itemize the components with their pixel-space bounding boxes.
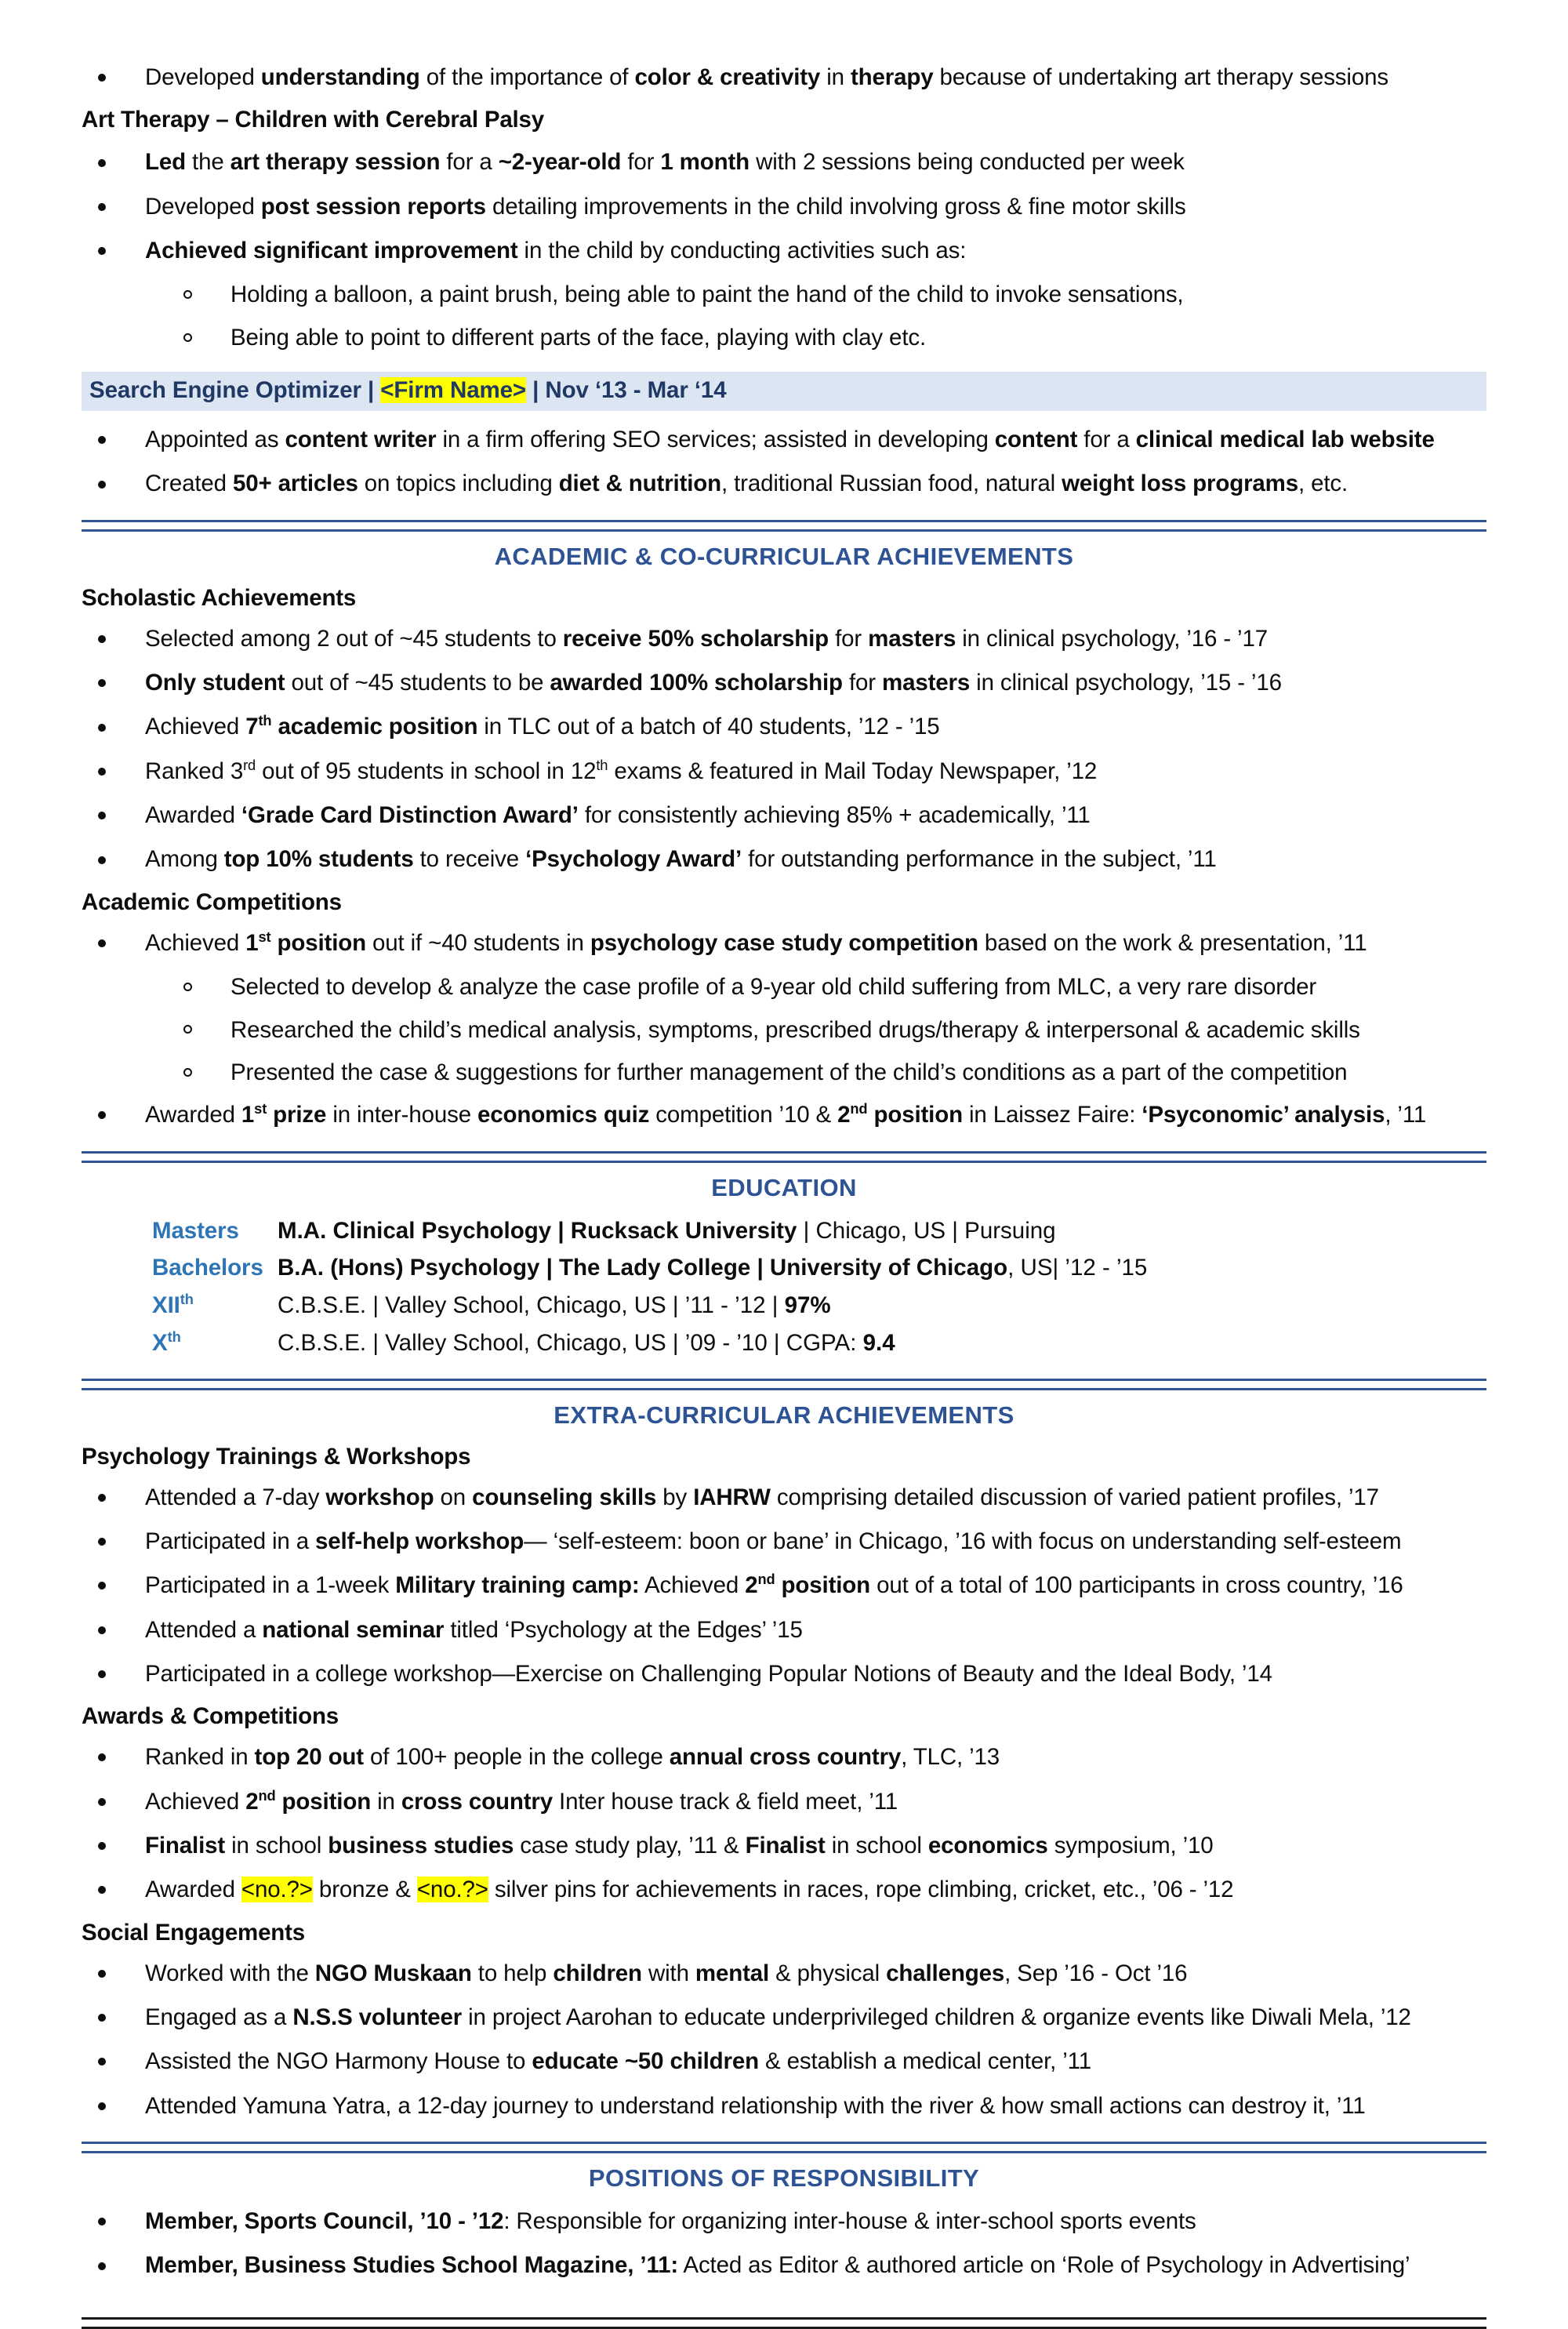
- text-emphasis: [245, 1786, 372, 1815]
- job-title: Search Engine Optimizer: [89, 377, 361, 404]
- sub-list-item: [82, 1058, 1486, 1088]
- list-item: [82, 1527, 1486, 1557]
- education-details: [278, 1253, 1486, 1283]
- list-item: [82, 192, 1486, 222]
- bullet-circle-icon: [183, 290, 192, 299]
- text-fragment: detailing improvements in the child involving gross & fine motor skills: [485, 193, 1186, 220]
- text-emphasis: challenges: [886, 1960, 1005, 1986]
- education-row-x: [82, 1328, 1486, 1358]
- education-details: [278, 1291, 1486, 1321]
- bullet-circle-icon: [183, 333, 192, 342]
- section-divider: [82, 520, 1486, 532]
- text-fragment: , US| ’12 - ’15: [1007, 1255, 1148, 1281]
- text-emphasis: economics quiz: [477, 1102, 650, 1128]
- highlighted-placeholder: <no.?>: [416, 1877, 488, 1903]
- bullet-dot-icon: [98, 2058, 106, 2066]
- text-fragment: with: [641, 1960, 695, 1986]
- text-fragment: position: [775, 1572, 871, 1599]
- section-extra-curricular: [82, 1379, 1486, 1430]
- text-emphasis: masters: [868, 625, 956, 652]
- text-fragment: Achieved: [145, 714, 246, 740]
- text-fragment: silver pins for achievements in races, rope climbing, cricket, etc., ’06 - ’12: [488, 1877, 1234, 1903]
- bullet-dot-icon: [98, 159, 106, 167]
- ordinal-number: 7: [245, 714, 259, 740]
- sub-list-item: [82, 972, 1486, 1002]
- text-fragment: Among: [145, 846, 224, 873]
- text-fragment: , TLC, ’13: [901, 1744, 1000, 1771]
- bullet-dot-icon: [98, 2102, 106, 2110]
- text-emphasis: children: [553, 1960, 642, 1986]
- bullet-dot-icon: [98, 2014, 106, 2022]
- text-fragment: in school: [225, 1832, 328, 1858]
- bullet-dot-icon: [98, 812, 106, 819]
- text-emphasis: mental: [695, 1960, 770, 1986]
- separator: |: [361, 377, 381, 404]
- text-emphasis: self-help workshop: [315, 1528, 524, 1554]
- text-fragment: case study play, ’11 &: [514, 1832, 746, 1858]
- sub-list-item: [82, 280, 1486, 310]
- text-fragment: symposium, ’10: [1047, 1832, 1214, 1858]
- text-emphasis: understanding: [260, 64, 420, 90]
- text-fragment: | Chicago, US | Pursuing: [797, 1217, 1056, 1244]
- text-emphasis: 97%: [784, 1292, 831, 1319]
- text-emphasis: Military training camp:: [395, 1572, 640, 1599]
- bullet-dot-icon: [98, 1111, 106, 1119]
- text-fragment: Participated in a college workshop—Exercise on Challenging Popular Notions of Beauty and the Ideal Body, ’14: [145, 1660, 1272, 1687]
- bullet-dot-icon: [98, 1798, 106, 1806]
- highlighted-placeholder: <no.?>: [241, 1877, 313, 1903]
- list-item: [82, 63, 1486, 93]
- list-item: [82, 1571, 1486, 1601]
- list-item: [82, 1659, 1486, 1689]
- job-header-seo: [82, 372, 1486, 411]
- section-divider: [82, 2142, 1486, 2153]
- text-emphasis: workshop: [325, 1484, 434, 1510]
- ordinal-suffix: st: [258, 928, 271, 945]
- text-fragment: Attended Yamuna Yatra, a 12-day journey to understand relationship with the river & how small actions can destroy it, ’11: [145, 2092, 1366, 2119]
- text-fragment: Ranked in: [145, 1744, 255, 1771]
- bullet-dot-icon: [98, 1886, 106, 1894]
- subsection-heading-competitions: Academic Competitions: [82, 888, 342, 915]
- art-therapy-block: [82, 63, 1486, 353]
- section-divider: [82, 1151, 1486, 1163]
- section-title-extra-curricular: EXTRA-CURRICULAR ACHIEVEMENTS: [554, 1401, 1014, 1429]
- ordinal-number: 1: [245, 929, 259, 956]
- text-fragment: on topics including: [358, 471, 559, 497]
- text-emphasis: Only student: [145, 670, 285, 696]
- text-emphasis: [745, 1572, 870, 1598]
- text-fragment: Developed: [145, 193, 261, 220]
- text-fragment: for outstanding performance in the subject, ’11: [742, 846, 1217, 873]
- text-emphasis: 9.4: [862, 1329, 895, 1356]
- text-fragment: , Sep ’16 - Oct ’16: [1004, 1960, 1188, 1986]
- text-emphasis: content: [994, 427, 1078, 453]
- ordinal-suffix: th: [258, 712, 272, 729]
- ordinal-suffix: nd: [258, 1786, 276, 1804]
- text-fragment: position: [275, 1788, 372, 1815]
- section-title-positions: POSITIONS OF RESPONSIBILITY: [588, 2164, 980, 2192]
- ordinal-suffix: th: [167, 1328, 181, 1345]
- text-fragment: of the importance of: [419, 64, 635, 90]
- text-fragment: of 100+ people in the college: [363, 1744, 670, 1771]
- bullet-dot-icon: [98, 1582, 106, 1590]
- text-emphasis: [241, 1102, 326, 1128]
- text-emphasis: Led: [145, 149, 186, 176]
- list-item: [82, 1615, 1486, 1645]
- ordinal-number: 2: [837, 1102, 851, 1128]
- text-emphasis: [245, 930, 366, 956]
- text-emphasis: top 20 out: [254, 1744, 364, 1771]
- bullet-circle-icon: [183, 1068, 192, 1077]
- text-emphasis: masters: [882, 670, 971, 696]
- text-emphasis: N.S.S volunteer: [292, 2004, 463, 2030]
- list-item: [82, 2047, 1486, 2076]
- text-emphasis: M.A. Clinical Psychology | Rucksack University: [278, 1217, 797, 1244]
- job-dates: Nov ‘13 - Mar ‘14: [545, 377, 727, 404]
- text-fragment: Achieved: [145, 929, 246, 956]
- text-emphasis: IAHRW: [693, 1484, 771, 1510]
- text-fragment: out of a total of 100 participants in cross country, ’16: [870, 1572, 1403, 1599]
- text-fragment: Worked with the: [145, 1960, 315, 1986]
- ordinal-suffix: th: [596, 756, 608, 773]
- list-item: [82, 2251, 1486, 2280]
- text-fragment: Presented the case & suggestions for further management of the child’s conditions as a part of the competition: [230, 1059, 1348, 1085]
- text-emphasis: clinical medical lab website: [1135, 427, 1435, 453]
- text-emphasis: Finalist: [145, 1832, 226, 1858]
- text-fragment: to receive: [413, 846, 526, 873]
- subsection-heading-scholastic: Scholastic Achievements: [82, 584, 357, 611]
- text-emphasis: 50+ articles: [232, 471, 358, 497]
- list-item-highlighted: [82, 1875, 1486, 1905]
- level-text: X: [152, 1329, 168, 1356]
- text-fragment: in Laissez Faire:: [962, 1102, 1142, 1128]
- text-fragment: in inter-house: [326, 1102, 478, 1128]
- list-item: [82, 236, 1486, 266]
- text-fragment: out of 95 students in school in 12: [256, 758, 597, 784]
- subsection-heading-art-therapy: Art Therapy – Children with Cerebral Palsy: [82, 107, 544, 133]
- text-fragment: in: [371, 1788, 401, 1815]
- ordinal-suffix: th: [180, 1291, 194, 1308]
- text-emphasis: weight loss programs: [1062, 471, 1299, 497]
- education-details: [278, 1216, 1486, 1246]
- text-fragment: — ‘self-esteem: boon or bane’ in Chicago, ’16 with focus on understanding self-esteem: [524, 1528, 1402, 1554]
- section-title-academic: ACADEMIC & CO-CURRICULAR ACHIEVEMENTS: [494, 542, 1074, 570]
- text-fragment: bronze &: [312, 1877, 417, 1903]
- text-fragment: because of undertaking art therapy sessions: [933, 64, 1388, 90]
- text-fragment: Acted as Editor & authored article on ‘Role of Psychology in Advertising’: [678, 2252, 1410, 2279]
- ordinal-number: 2: [245, 1788, 259, 1815]
- text-emphasis: 1 month: [660, 149, 750, 176]
- ordinal-suffix: nd: [757, 1571, 775, 1588]
- bullet-dot-icon: [98, 247, 106, 255]
- bullet-dot-icon: [98, 74, 106, 82]
- text-fragment: for consistently achieving 85% + academically, ’11: [578, 802, 1091, 829]
- text-fragment: in the child by conducting activities such as:: [517, 238, 967, 264]
- list-item: [82, 1742, 1486, 1772]
- section-positions: [82, 2142, 1486, 2193]
- text-fragment: for a: [440, 149, 499, 176]
- text-fragment: Achieved: [639, 1572, 746, 1599]
- text-emphasis: educate ~50 children: [532, 2048, 759, 2075]
- text-fragment: Attended a 7-day: [145, 1484, 326, 1510]
- text-fragment: , ’11: [1385, 1102, 1427, 1128]
- text-emphasis: ‘Psyconomic’ analysis: [1142, 1102, 1385, 1128]
- text-fragment: in clinical psychology, ’16 - ’17: [956, 625, 1268, 652]
- text-fragment: Awarded: [145, 802, 241, 829]
- bullet-dot-icon: [98, 436, 106, 444]
- ordinal-number: 2: [745, 1572, 758, 1599]
- text-fragment: titled ‘Psychology at the Edges’ ’15: [444, 1616, 803, 1643]
- bullet-dot-icon: [98, 1626, 106, 1634]
- section-divider: [82, 1379, 1486, 1390]
- education-details: [278, 1328, 1486, 1358]
- text-fragment: out of ~45 students to be: [285, 670, 550, 696]
- firm-name-placeholder: <Firm Name>: [380, 377, 527, 404]
- list-item: [82, 2091, 1486, 2121]
- subsection-heading-awards: Awards & Competitions: [82, 1703, 339, 1730]
- text-emphasis: Achieved significant improvement: [145, 238, 518, 264]
- list-item: [82, 147, 1486, 177]
- list-item: [82, 1483, 1486, 1513]
- text-emphasis: post session reports: [260, 193, 486, 220]
- text-emphasis: therapy: [850, 64, 934, 90]
- text-fragment: in TLC out of a batch of 40 students, ’12 - ’15: [477, 714, 940, 740]
- text-emphasis: [837, 1102, 963, 1128]
- text-emphasis: awarded 100% scholarship: [550, 670, 843, 696]
- bullet-dot-icon: [98, 1538, 106, 1546]
- text-fragment: in project Aarohan to educate underprivileged children & organize events like Diwali Mela, ’12: [462, 2004, 1411, 2030]
- bullet-dot-icon: [98, 1670, 106, 1678]
- list-item: [82, 2003, 1486, 2033]
- text-fragment: by: [656, 1484, 694, 1510]
- text-emphasis: Member, Business Studies School Magazine, ’11:: [145, 2252, 678, 2279]
- list-item: [82, 1100, 1486, 1130]
- text-fragment: on: [434, 1484, 473, 1510]
- text-emphasis: diet & nutrition: [558, 471, 722, 497]
- bullet-circle-icon: [183, 983, 192, 991]
- text-fragment: Assisted the NGO Harmony House to: [145, 2048, 532, 2075]
- text-fragment: Created: [145, 471, 233, 497]
- bullet-dot-icon: [98, 768, 106, 776]
- list-item: [82, 801, 1486, 830]
- subsection-heading-social: Social Engagements: [82, 1919, 305, 1946]
- text-fragment: out if ~40 students in: [366, 929, 590, 956]
- text-fragment: , etc.: [1298, 471, 1348, 497]
- sub-list-item: [82, 1016, 1486, 1045]
- education-level-label: [152, 1328, 278, 1358]
- text-emphasis: Finalist: [745, 1832, 826, 1858]
- list-item: [82, 1831, 1486, 1861]
- text-fragment: Engaged as a: [145, 2004, 293, 2030]
- text-emphasis: national seminar: [262, 1616, 445, 1643]
- text-fragment: in clinical psychology, ’15 - ’16: [970, 670, 1282, 696]
- text-fragment: for a: [1077, 427, 1136, 453]
- education-row-bachelors: [82, 1253, 1486, 1283]
- text-fragment: Being able to point to different parts of the face, playing with clay etc.: [230, 324, 927, 351]
- page-bottom-rule: [82, 2317, 1486, 2329]
- text-emphasis: [245, 714, 477, 739]
- text-emphasis: ~2-year-old: [498, 149, 622, 176]
- text-emphasis: NGO Muskaan: [314, 1960, 472, 1986]
- bullet-dot-icon: [98, 1753, 106, 1761]
- text-emphasis: cross country: [401, 1788, 553, 1815]
- bullet-dot-icon: [98, 481, 106, 489]
- text-fragment: the: [186, 149, 230, 176]
- text-emphasis: receive 50% scholarship: [562, 625, 829, 652]
- text-fragment: Awarded: [145, 1102, 241, 1128]
- list-item: [82, 425, 1486, 455]
- section-title-education: EDUCATION: [711, 1173, 857, 1201]
- text-fragment: position: [867, 1102, 963, 1128]
- education-row-masters: [82, 1216, 1486, 1246]
- bullet-dot-icon: [98, 2262, 106, 2270]
- text-fragment: Developed: [145, 64, 261, 90]
- list-item: [82, 2207, 1486, 2236]
- text-fragment: Achieved: [145, 1788, 246, 1815]
- bullet-dot-icon: [98, 1970, 106, 1978]
- text-fragment: Inter house track & field meet, ’11: [553, 1788, 898, 1815]
- bullet-dot-icon: [98, 939, 106, 947]
- ordinal-number: 1: [241, 1102, 255, 1128]
- text-emphasis: economics: [927, 1832, 1048, 1858]
- education-row-xii: [82, 1291, 1486, 1321]
- text-fragment: Selected among 2 out of ~45 students to: [145, 625, 563, 652]
- list-item: [82, 1959, 1486, 1989]
- text-fragment: & physical: [769, 1960, 887, 1986]
- list-item: [82, 668, 1486, 698]
- text-fragment: Attended a: [145, 1616, 263, 1643]
- text-fragment: competition ’10 &: [649, 1102, 838, 1128]
- text-fragment: position: [270, 929, 366, 956]
- text-emphasis: psychology case study competition: [590, 929, 978, 956]
- education-level-label: Masters: [152, 1217, 239, 1244]
- subsection-heading-trainings: Psychology Trainings & Workshops: [82, 1443, 471, 1470]
- text-fragment: based on the work & presentation, ’11: [978, 929, 1367, 956]
- text-fragment: for: [842, 670, 882, 696]
- section-education: [82, 1151, 1486, 1202]
- bullet-dot-icon: [98, 635, 106, 643]
- ordinal-suffix: nd: [850, 1100, 868, 1117]
- bullet-circle-icon: [183, 1025, 192, 1034]
- ordinal-suffix: rd: [243, 756, 256, 773]
- education-level-label: [152, 1291, 278, 1321]
- bullet-dot-icon: [98, 1494, 106, 1502]
- text-fragment: for: [829, 625, 869, 652]
- text-fragment: in: [820, 64, 851, 90]
- text-fragment: Selected to develop & analyze the case profile of a 9-year old child suffering from MLC, a very rare disorder: [230, 974, 1317, 1001]
- list-item: [82, 757, 1486, 787]
- text-fragment: comprising detailed discussion of varied patient profiles, ’17: [770, 1484, 1379, 1510]
- text-fragment: Participated in a: [145, 1528, 316, 1554]
- list-item: [82, 712, 1486, 742]
- bullet-dot-icon: [98, 724, 106, 732]
- text-emphasis: art therapy session: [230, 149, 441, 176]
- list-item: [82, 845, 1486, 874]
- education-level-label: Bachelors: [152, 1255, 263, 1281]
- text-fragment: to help: [471, 1960, 554, 1986]
- list-item: [82, 624, 1486, 654]
- text-emphasis: annual cross country: [669, 1744, 902, 1771]
- text-emphasis: ‘Grade Card Distinction Award’: [241, 802, 579, 829]
- section-academic: [82, 520, 1486, 571]
- text-emphasis: content writer: [285, 427, 437, 453]
- ordinal-suffix: st: [254, 1100, 267, 1117]
- text-fragment: Ranked 3: [145, 758, 244, 784]
- bullet-dot-icon: [98, 203, 106, 211]
- text-fragment: Researched the child’s medical analysis, symptoms, prescribed drugs/therapy & interpersonal & academic skills: [230, 1016, 1360, 1043]
- text-fragment: Participated in a 1-week: [145, 1572, 396, 1599]
- bullet-dot-icon: [98, 679, 106, 687]
- text-fragment: Appointed as: [145, 427, 285, 453]
- text-emphasis: counseling skills: [472, 1484, 657, 1510]
- text-fragment: with 2 sessions being conducted per week: [750, 149, 1185, 176]
- list-item: [82, 469, 1486, 499]
- list-item: [82, 928, 1486, 958]
- separator: |: [526, 377, 546, 404]
- text-fragment: , traditional Russian food, natural: [721, 471, 1062, 497]
- bullet-dot-icon: [98, 856, 106, 864]
- list-item: [82, 1787, 1486, 1817]
- text-emphasis: ‘Psychology Award’: [525, 846, 742, 873]
- text-fragment: for: [621, 149, 661, 176]
- text-fragment: C.B.S.E. | Valley School, Chicago, US | ’11 - ’12 |: [278, 1292, 785, 1319]
- text-fragment: prize: [267, 1102, 327, 1128]
- text-fragment: in a firm offering SEO services; assisted in developing: [436, 427, 995, 453]
- text-fragment: : Responsible for organizing inter-house & inter-school sports events: [503, 2208, 1196, 2234]
- text-fragment: Holding a balloon, a paint brush, being able to paint the hand of the child to invoke sensations,: [230, 282, 1184, 308]
- sub-list-item: [82, 323, 1486, 353]
- text-fragment: in school: [825, 1832, 928, 1858]
- text-fragment: exams & featured in Mail Today Newspaper, ’12: [608, 758, 1098, 784]
- text-fragment: & establish a medical center, ’11: [759, 2048, 1091, 2075]
- text-fragment: C.B.S.E. | Valley School, Chicago, US | ’09 - ’10 | CGPA:: [278, 1329, 863, 1356]
- bullet-dot-icon: [98, 1842, 106, 1850]
- text-emphasis: B.A. (Hons) Psychology | The Lady College | University of Chicago: [278, 1255, 1008, 1281]
- level-text: XII: [152, 1292, 180, 1319]
- text-emphasis: business studies: [328, 1832, 514, 1858]
- text-emphasis: top 10% students: [223, 846, 414, 873]
- text-emphasis: Member, Sports Council, ’10 - ’12: [145, 2208, 504, 2234]
- education-table: [82, 1216, 1486, 1358]
- text-fragment: Awarded: [145, 1877, 241, 1903]
- text-emphasis: color & creativity: [634, 64, 821, 90]
- text-fragment: academic position: [271, 714, 478, 740]
